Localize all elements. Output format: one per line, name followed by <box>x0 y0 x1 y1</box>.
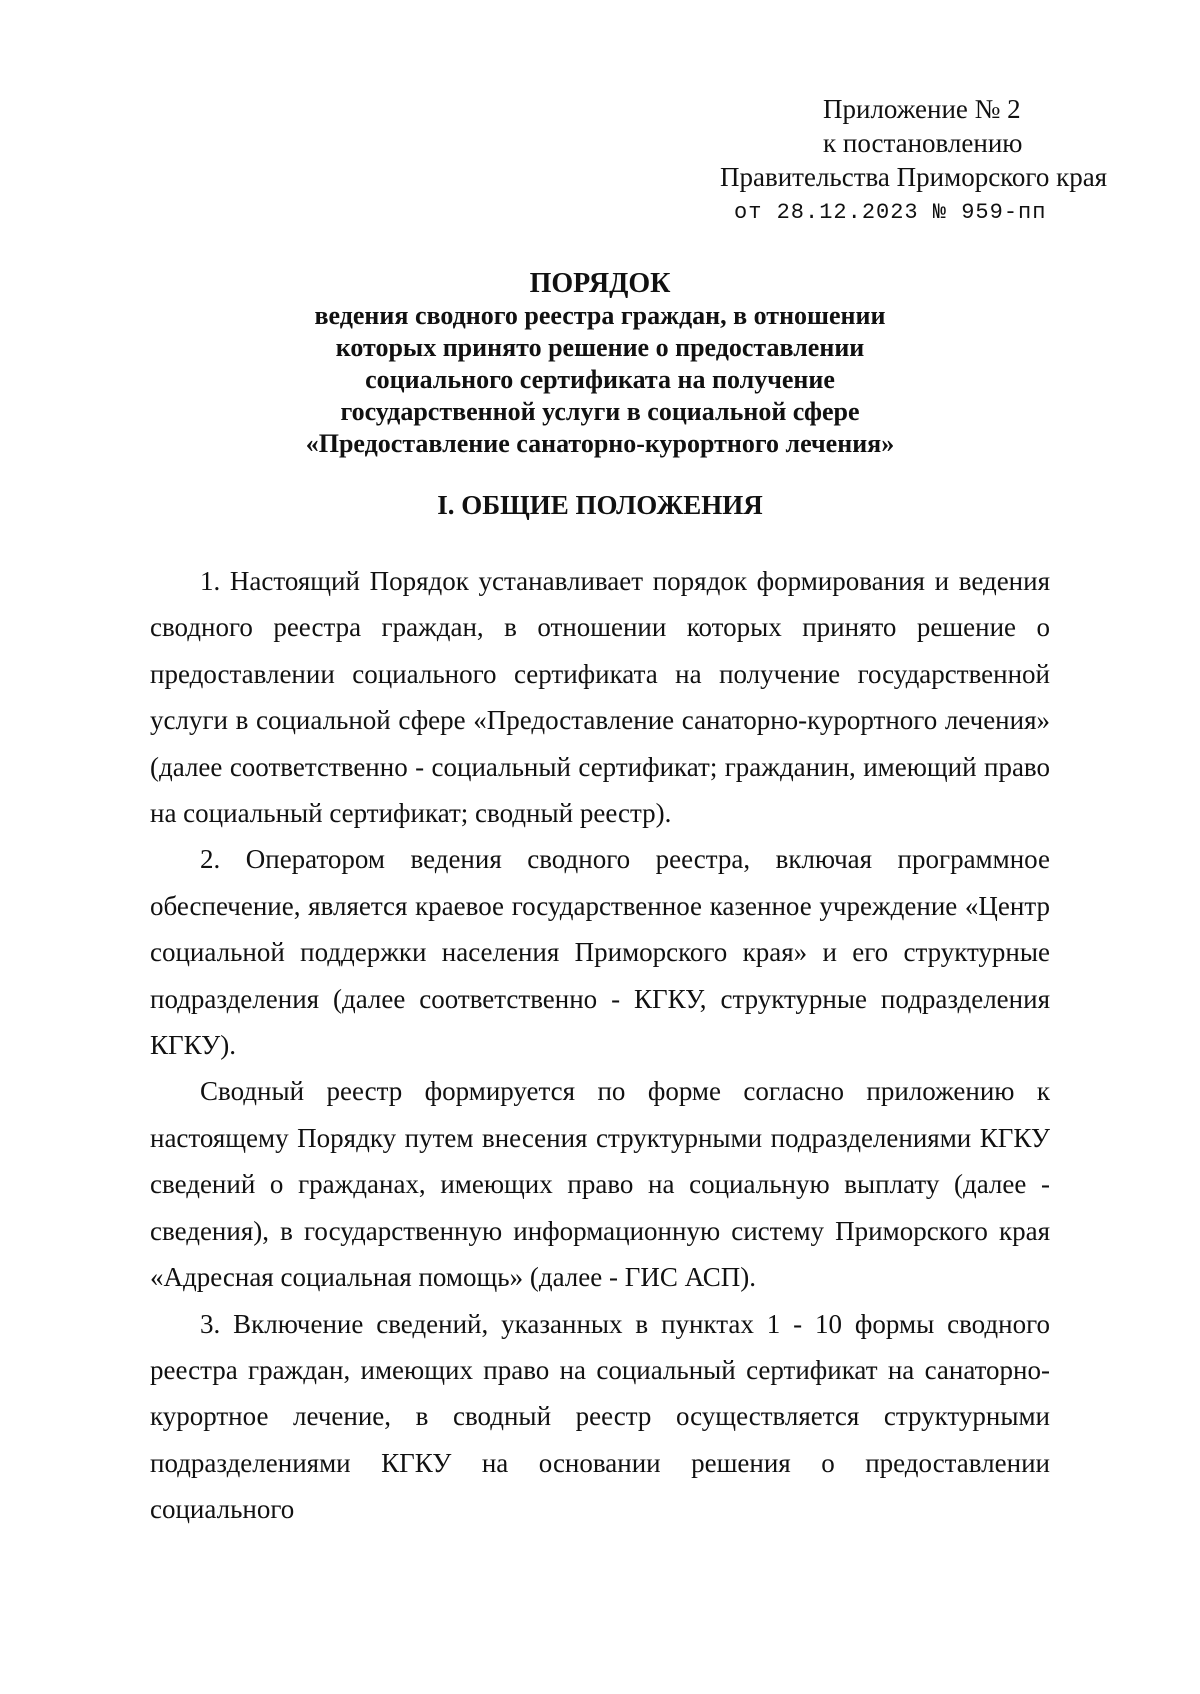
appendix-date-number: от 28.12.2023 № 959-пп <box>734 200 1047 225</box>
title-line: государственной услуги в социальной сфере <box>340 397 860 426</box>
title-line: ведения сводного реестра граждан, в отношении <box>314 301 886 330</box>
document-title-block <box>150 268 1050 460</box>
document-title: ПОРЯДОК <box>529 268 671 299</box>
title-line: которых принято решение о предоставлении <box>335 333 865 362</box>
appendix-stamp <box>720 92 1160 230</box>
appendix-reference: к постановлению <box>823 128 1023 158</box>
paragraph-1: 1. Настоящий Порядок устанавливает порядок формирования и ведения сводного реестра граждан, в отношении которых принято решение о предоставлении социального сертификата на получение государственной услуги в социальной сфере «Предоставление санаторно-курортного лечения» (далее соответственно - социальный сертификат; гражданин, имеющий право на социальный сертификат; сводный реестр). <box>150 566 1050 829</box>
paragraph-3: 3. Включение сведений, указанных в пунктах 1 - 10 формы сводного реестра граждан, имеющих право на социальный сертификат на санаторно-курортное лечение, в сводный реестр осуществляется структурными подразделениями КГКУ на основании решения о предоставлении социального <box>150 1308 1050 1525</box>
paragraph-2: 2. Оператором ведения сводного реестра, включая программное обеспечение, является краевое государственное казенное учреждение «Центр социальной поддержки населения Приморского края» и его структурные подразделения (далее соответственно - КГКУ, структурные подразделения КГКУ). <box>150 844 1050 1061</box>
section-heading: I. ОБЩИЕ ПОЛОЖЕНИЯ <box>437 490 763 520</box>
paragraph-2-continued: Сводный реестр формируется по форме согласно приложению к настоящему Порядку путем внесения структурными подразделениями КГКУ сведений о гражданах, имеющих право на социальную выплату (далее - сведения), в государственную информационную систему Приморского края «Адресная социальная помощь» (далее - ГИС АСП). <box>150 1076 1050 1293</box>
title-line: «Предоставление санаторно-курортного лечения» <box>305 429 895 458</box>
document-body <box>150 558 1050 1533</box>
appendix-number: Приложение № 2 <box>823 94 1021 124</box>
title-line: социального сертификата на получение <box>365 365 835 394</box>
appendix-authority: Правительства Приморского края <box>720 162 1108 192</box>
